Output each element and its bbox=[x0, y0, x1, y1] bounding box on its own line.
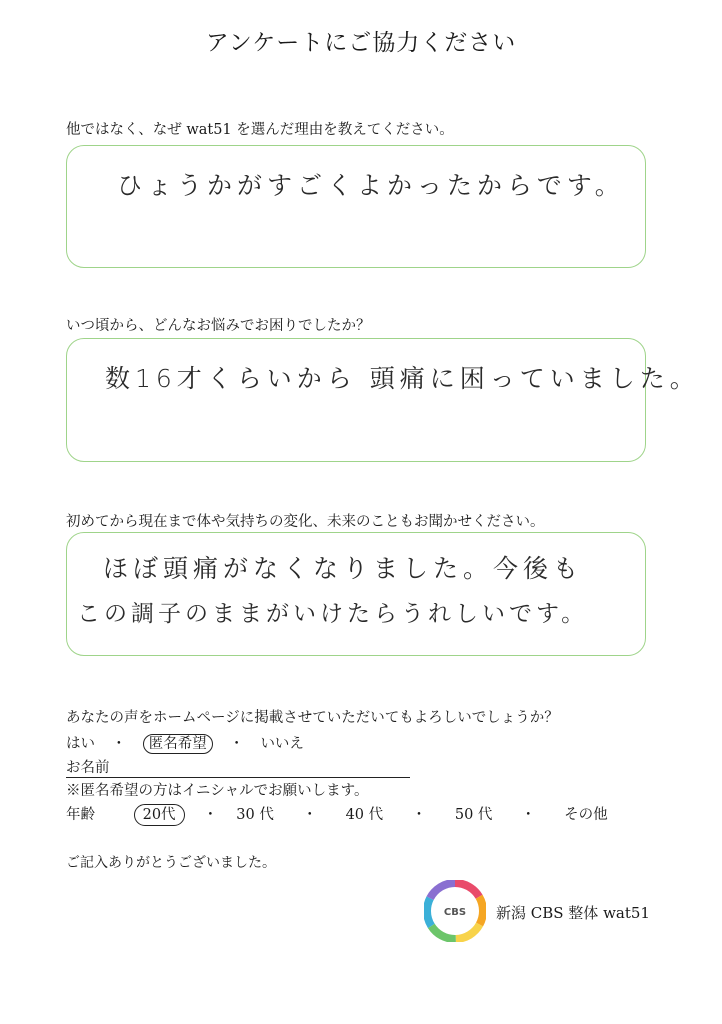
option-yes[interactable]: はい bbox=[66, 736, 95, 752]
age-option-20-selected[interactable]: 20代 bbox=[134, 804, 185, 826]
question-3-label: 初めてから現在まで体や気持ちの変化、未来のこともお聞かせください。 bbox=[66, 514, 545, 530]
answer-3-text-line-2: この調子のままがいけたらうれしいです。 bbox=[77, 601, 589, 627]
answer-3-box[interactable] bbox=[66, 532, 646, 656]
separator: ・ bbox=[111, 736, 127, 752]
answer-2-box[interactable] bbox=[66, 338, 700, 462]
age-option-50[interactable]: 50 代 bbox=[454, 807, 493, 823]
page-title: アンケートにご協力ください bbox=[205, 30, 517, 56]
age-label: 年齢 bbox=[66, 807, 95, 823]
answer-2-text: 数16才くらいから 頭痛に困っていました。 bbox=[105, 364, 700, 393]
question-2-label: いつ頃から、どんなお悩みでお困りでしたか？ bbox=[66, 318, 371, 334]
answer-3-text-line-1: ほぼ頭痛がなくなりました。今後も bbox=[103, 554, 584, 583]
answer-1-box[interactable] bbox=[66, 145, 646, 268]
logo-text: CBS bbox=[443, 907, 467, 918]
age-row bbox=[66, 803, 608, 824]
separator: ・ bbox=[302, 807, 317, 823]
separator: ・ bbox=[521, 807, 536, 823]
answer-1-text: ひょうかがすごくよかったからです。 bbox=[117, 171, 625, 200]
age-option-40[interactable]: 40 代 bbox=[345, 807, 384, 823]
separator: ・ bbox=[411, 807, 427, 823]
option-anonymous-selected[interactable]: 匿名希望 bbox=[143, 734, 213, 754]
question-1-label: 他ではなく、なぜ wat51 を選んだ理由を教えてください。 bbox=[66, 122, 454, 138]
age-option-other[interactable]: その他 bbox=[564, 807, 608, 823]
initials-note: ※匿名希望の方はイニシャルでお願いします。 bbox=[66, 783, 369, 799]
separator: ・ bbox=[229, 736, 244, 752]
age-option-30[interactable]: 30 代 bbox=[236, 807, 274, 823]
name-label: お名前 bbox=[66, 760, 110, 776]
brand-name: 新潟 CBS 整体 wat51 bbox=[496, 904, 650, 922]
consent-options bbox=[66, 732, 304, 753]
thanks-text: ご記入ありがとうございました。 bbox=[66, 855, 276, 871]
cbs-logo-icon bbox=[424, 880, 486, 942]
separator: ・ bbox=[203, 807, 218, 823]
name-field[interactable] bbox=[66, 756, 410, 778]
option-no[interactable]: いいえ bbox=[260, 736, 304, 752]
consent-question: あなたの声をホームページに掲載させていただいてもよろしいでしょうか？ bbox=[66, 710, 559, 726]
